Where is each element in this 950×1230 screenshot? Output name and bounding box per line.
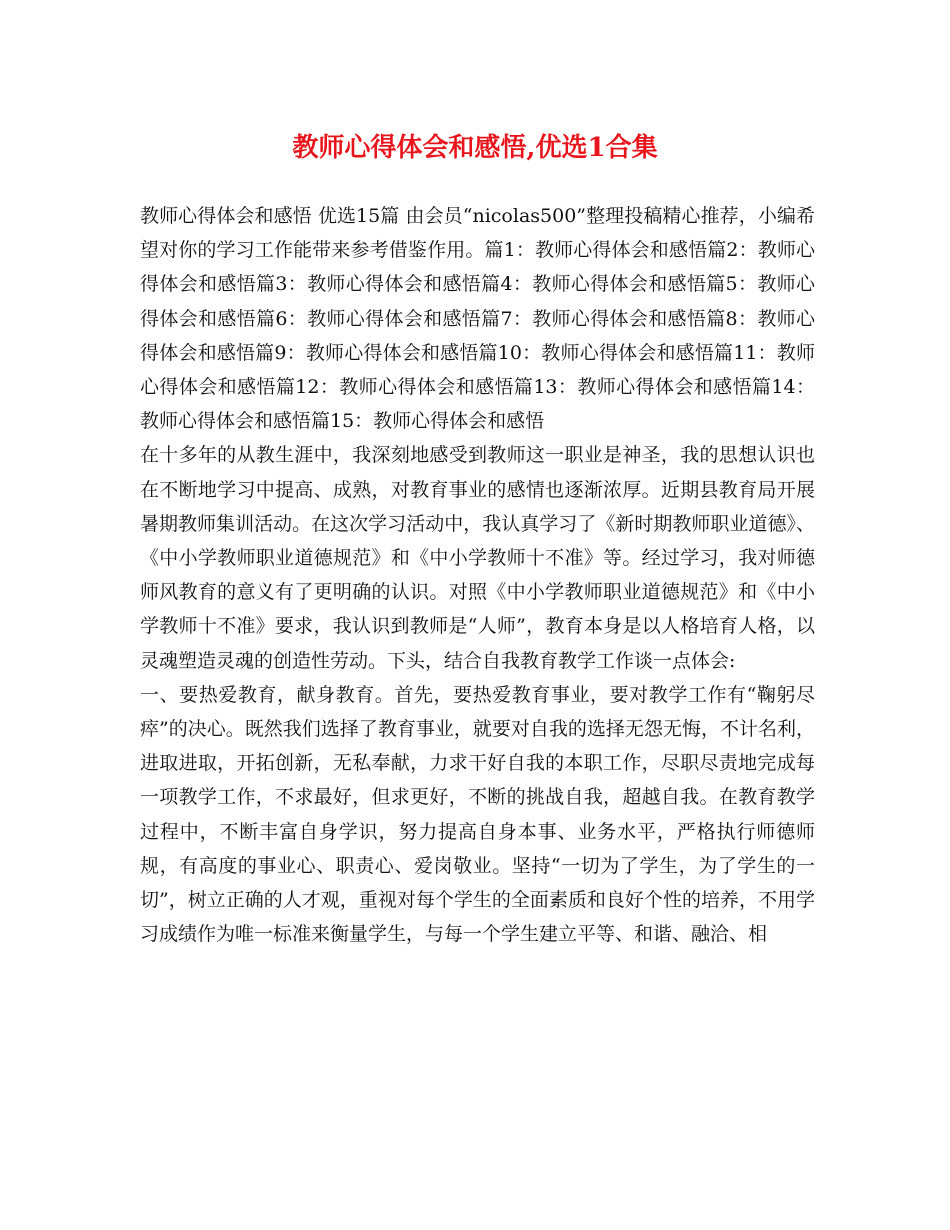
paragraph-intro: 教师心得体会和感悟 优选15篇 由会员“nicolas500”整理投稿精心推荐，小编希望对你的学习工作能带来参考借鉴作用。篇1：教师心得体会和感悟篇2：教师心得体会和感悟篇3：教师心得体会和感悟篇4：教师心得体会和感悟篇5：教师心得体会和感悟篇6：教师心得体会和感悟篇7：教师心得体会和感悟篇8：教师心得体会和感悟篇9：教师心得体会和感悟篇10：教师心得体会和感悟篇11：教师心得体会和感悟篇12：教师心得体会和感悟篇13：教师心得体会和感悟篇14：教师心得体会和感悟篇15：教师心得体会和感悟 [140,205,815,433]
paragraph-section-one: 一、要热爱教育，献身教育。首先，要热爱教育事业，要对教学工作有“鞠躬尽瘁”的决心。既然我们选择了教育事业，就要对自我的选择无怨无悔，不计名利，进取进取，开拓创新，无私奉献，力求干好自我的本职工作，尽职尽责地完成每一项教学工作，不求最好，但求更好，不断的挑战自我，超越自我。在教育教学过程中，不断丰富自身学识，努力提高自身本事、业务水平，严格执行师德师规，有高度的事业心、职责心、爱岗敬业。坚持“一切为了学生，为了学生的一切”，树立正确的人才观，重视对每个学生的全面素质和良好个性的培养，不用学习成绩作为唯一标准来衡量学生，与每一个学生建立平等、和谐、融洽、相 [140,683,815,946]
paragraph-reflection: 在十多年的从教生涯中，我深刻地感受到教师这一职业是神圣，我的思想认识也在不断地学习中提高、成熟，对教育事业的感情也逐渐浓厚。近期县教育局开展暑期教师集训活动。在这次学习活动中，我认真学习了《新时期教师职业道德》、《中小学教师职业道德规范》和《中小学教师十不准》等。经过学习，我对师德师风教育的意义有了更明确的认识。对照《中小学教师职业道德规范》和《中小学教师十不准》要求，我认识到教师是“人师”，教育本身是以人格培育人格，以灵魂塑造灵魂的创造性劳动。下头，结合自我教育教学工作谈一点体会: [140,444,815,672]
document-body [140,199,815,951]
document-title: 教师心得体会和感悟,优选1合集 [292,133,658,163]
